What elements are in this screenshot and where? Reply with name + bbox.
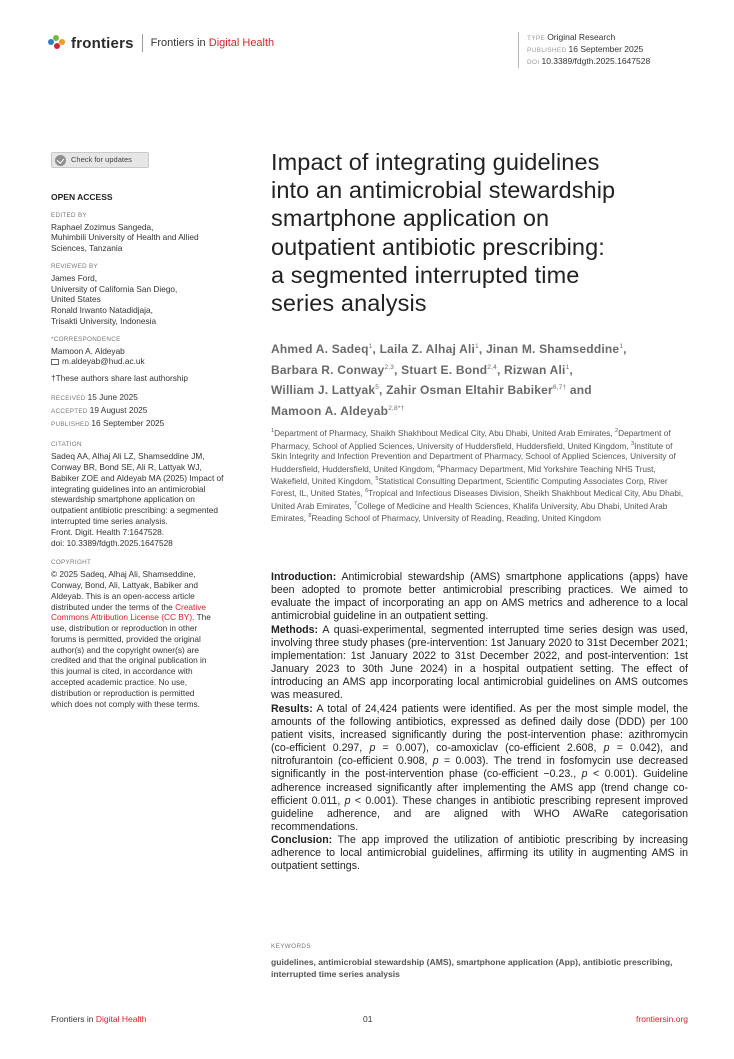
- citation-text: Sadeq AA, Alhaj Ali LZ, Shamseddine JM, Conway BR, Bond SE, Ali R, Lattyak WJ, Babiker ZOE and Aldeyab MA (2025) Impact of integrating guidelines into an antimicrobial stewardship smartphone application on outpatient antibiotic prescribing: a segmented interrupted time series analysis. Front. Digit. Health 7:1647528. doi: 10.3389/fdgth.2025.1647528: [51, 451, 224, 548]
- open-access-label: OPEN ACCESS: [51, 192, 113, 202]
- page-header: [48, 32, 688, 72]
- author[interactable]: Barbara R. Conway$^{2,3}$: [271, 362, 395, 377]
- cc-license-link-part1[interactable]: Creative: [175, 601, 206, 612]
- abstract-introduction: Introduction: Antimicrobial stewardship (AMS) smartphone applications (apps) have been adopted to promote better antimicrobial prescribing practices. We aimed to evaluate the impact of incorporating an app on AMS metrics and adherence to a local antimicrobial guideline in an outpatient setting.: [271, 571, 688, 623]
- shared-authorship-note: †These authors share last authorship: [51, 373, 188, 384]
- article-sidebar: [51, 152, 241, 709]
- logo-text: frontiers: [71, 34, 134, 52]
- footer-journal[interactable]: Frontiers in Digital Health: [51, 1014, 147, 1024]
- correspondence-email[interactable]: m.aldeyab@hud.ac.uk: [51, 356, 241, 367]
- copyright-label: COPYRIGHT: [51, 559, 92, 567]
- author[interactable]: Jinan M. Shamseddine$^1$: [485, 342, 624, 357]
- affiliations: $^1$Department of Pharmacy, Shaikh Shakhbout Medical City, Abu Dhabi, United Arab Emirates, $^2$Department of Pharmacy, School of Applied Sciences, University of Huddersfield, Huddersfield, United Kingdom, $^3$Institute of Skin Integrity and Infection Prevention and Department of Pharmacy, School of Applied Sciences, University of Huddersfield, Huddersfield, United Kingdom, $^4$Pharmacy Department, Mid Yorkshire Teaching NHS Trust, Wakefield, United Kingdom, $^5$Statistical Consulting Department, Scientific Computing Associates Corp, River Forest, IL, United States, $^6$Tropical and Infectious Diseases Division, Sheikh Shakhbout Medical City, Abu Dhabi, United Arab Emirates, $^7$College of Medicine and Health Sciences, Khalifa University, Abu Dhabi, United Arab Emirates, $^8$Reading School of Pharmacy, University of Reading, Reading, United Kingdom: [271, 427, 684, 523]
- page-number: 01: [363, 1014, 373, 1024]
- journal-name[interactable]: Frontiers in Digital Health: [150, 37, 275, 49]
- article-dates: RECEIVED 15 June 2025 ACCEPTED 19 August 2025 PUBLISHED 16 September 2025: [51, 391, 165, 428]
- author[interactable]: Ahmed A. Sadeq$^1$: [271, 342, 373, 357]
- meta-published: PUBLISHED 16 September 2025: [527, 44, 644, 54]
- author[interactable]: Laila Z. Alhaj Ali$^1$: [379, 342, 479, 357]
- page-footer: [51, 1014, 688, 1028]
- check-for-updates-button[interactable]: Check for updates: [51, 152, 149, 168]
- frontiers-logo[interactable]: [48, 34, 274, 52]
- editor-info: Raphael Zozimus Sangeda, Muhimbili University of Health and Allied Sciences, Tanzania: [51, 221, 199, 254]
- cc-license-link-part2[interactable]: Commons Attribution License (CC BY): [51, 612, 193, 623]
- abstract-methods: Methods: A quasi-experimental, segmented interrupted time series design was used, involving three study phases (pre-intervention: 1st January 2020 to 31st December 2021; implementation: 1st January 2022 to 31st December 2022, and post-intervention: 1st January 2023 to 30th June 2024) in a hospital outpatient setting. The effect of introducing an AMS app incorporating local antimicrobial guidelines on AMS outcomes was measured.: [271, 623, 688, 702]
- abstract-conclusion: Conclusion: The app improved the utilization of antibiotic prescribing by increasing adherence to local antimicrobial guidelines, affirming its utility in augmenting AMS in outpatient settings.: [271, 834, 688, 873]
- logo-divider: [142, 34, 143, 52]
- abstract-results: Results: A total of 24,424 patients were identified. As per the most simple model, the amounts of the following antibiotics, expressed as defined daily dose (DDD) per 100 patient visits, increased significantly during the post-intervention phase: azithromycin (co-efficient 0.297, p = 0.007), co-amoxiclav (co-efficient 2.608, p = 0.042), and nitrofurantoin (co-efficient 0.908, p = 0.003). The trend in fosfomycin use decreased significantly in the post-intervention phase (co-efficient −0.23., p < 0.001). Guideline adherence increased significantly after implementing the AMS app (trend change co-efficient 0.011, p < 0.001). These changes in antibiotic prescribing represent improved guideline adherence, and are aligned with WHO AWaRe categorisation recommendations.: [271, 702, 688, 833]
- check-update-icon: [55, 155, 66, 166]
- reviewer-info: James Ford, University of California San Diego, United States Ronald Irwanto Natadidjaja, Trisakti University, Indonesia: [51, 272, 178, 326]
- edited-by-label: EDITED BY: [51, 211, 87, 219]
- correspondence-name: Mamoon A. Aldeyab: [51, 345, 125, 356]
- frontiers-logo-icon: [48, 35, 66, 51]
- abstract: [271, 571, 688, 874]
- copyright-text: © 2025 Sadeq, Alhaj Ali, Shamseddine, Conway, Bond, Ali, Lattyak, Babiker and Aldeyab. This is an open-access article distributed under the terms of the Creative Commons Attribution License (CC BY). The use, distribution or reproduction in other forums is permitted, provided the original author(s) and the copyright owner(s) are credited and that the original publication in this journal is cited, in accordance with accepted academic practice. No use, distribution or reproduction is permitted which does not comply with these terms.: [51, 569, 211, 709]
- author[interactable]: William J. Lattyak$^5$: [271, 383, 380, 398]
- keywords-list[interactable]: guidelines, antimicrobial stewardship (AMS), smartphone application (App), antibiotic prescribing, interrupted time series analysis: [271, 957, 673, 979]
- keywords-label: KEYWORDS: [271, 943, 311, 950]
- author[interactable]: Stuart E. Bond$^{2,4}$: [401, 362, 497, 377]
- reviewed-by-label: REVIEWED BY: [51, 262, 99, 270]
- author[interactable]: Rizwan Ali$^1$: [504, 362, 570, 377]
- correspondence-label: *CORRESPONDENCE: [51, 335, 121, 343]
- article-meta: [518, 32, 650, 68]
- footer-site-link[interactable]: frontiersin.org: [636, 1014, 688, 1024]
- keywords-section: [271, 943, 688, 980]
- citation-label: CITATION: [51, 441, 82, 449]
- article-main: [271, 148, 688, 523]
- article-title: Impact of integrating guidelines into an antimicrobial stewardship smartphone application on outpatient antibiotic prescribing: a segmented interrupted time series analysis: [271, 149, 616, 317]
- meta-doi: DOI 10.3389/fdgth.2025.1647528: [527, 56, 651, 66]
- meta-type: TYPE Original Research: [527, 32, 616, 42]
- author[interactable]: Zahir Osman Eltahir Babiker$^{6,7\dagger}$: [386, 383, 567, 398]
- author[interactable]: Mamoon A. Aldeyab$^{2,8*\dagger}$: [271, 403, 405, 418]
- author-list: Ahmed A. Sadeq$^1$, Laila Z. Alhaj Ali$^1$, Jinan M. Shamseddine$^1$, Barbara R. Conway$^{2,3}$, Stuart E. Bond$^{2,4}$, Rizwan Ali$^1$, William J. Lattyak$^5$, Zahir Osman Eltahir Babiker$^{6,7\dagger}$ and Mamoon A. Aldeyab$^{2,8*\dagger}$: [271, 342, 627, 418]
- mail-icon: [51, 359, 59, 365]
